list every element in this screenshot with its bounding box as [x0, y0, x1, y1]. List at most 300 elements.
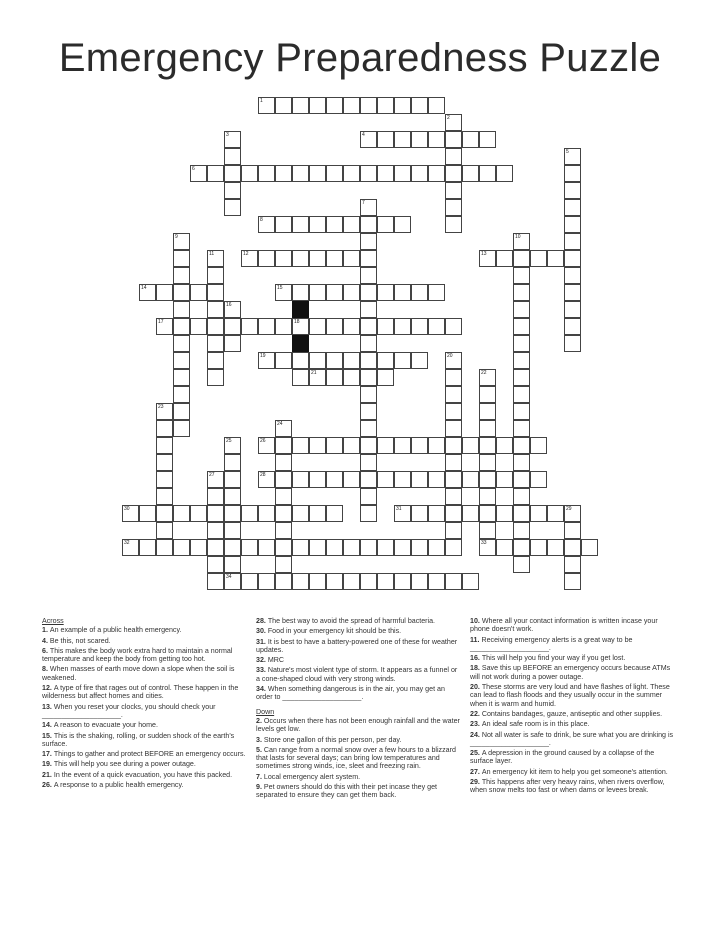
grid-cell[interactable] — [479, 420, 496, 437]
grid-cell[interactable] — [564, 284, 581, 301]
grid-cell[interactable] — [326, 250, 343, 267]
grid-cell[interactable] — [343, 284, 360, 301]
grid-cell[interactable] — [377, 97, 394, 114]
grid-cell[interactable] — [360, 386, 377, 403]
grid-cell[interactable] — [479, 403, 496, 420]
grid-cell[interactable] — [258, 573, 275, 590]
grid-cell[interactable] — [173, 386, 190, 403]
grid-cell[interactable] — [360, 199, 377, 216]
grid-cell[interactable] — [173, 335, 190, 352]
grid-cell[interactable] — [309, 471, 326, 488]
grid-cell[interactable] — [173, 301, 190, 318]
grid-cell[interactable] — [428, 539, 445, 556]
grid-cell[interactable] — [513, 556, 530, 573]
grid-cell[interactable] — [445, 318, 462, 335]
grid-cell[interactable] — [224, 301, 241, 318]
grid-cell[interactable] — [377, 284, 394, 301]
grid-cell[interactable] — [360, 454, 377, 471]
grid-cell[interactable] — [513, 250, 530, 267]
grid-cell[interactable] — [326, 97, 343, 114]
grid-cell[interactable] — [309, 318, 326, 335]
grid-cell[interactable] — [377, 369, 394, 386]
grid-cell[interactable] — [326, 505, 343, 522]
grid-cell[interactable] — [513, 539, 530, 556]
grid-cell[interactable] — [275, 556, 292, 573]
grid-cell[interactable] — [360, 250, 377, 267]
grid-cell[interactable] — [292, 318, 309, 335]
grid-cell[interactable] — [326, 284, 343, 301]
grid-cell[interactable] — [360, 216, 377, 233]
grid-cell[interactable] — [292, 284, 309, 301]
grid-cell[interactable] — [360, 335, 377, 352]
grid-cell[interactable] — [513, 522, 530, 539]
grid-cell[interactable] — [462, 505, 479, 522]
grid-cell[interactable] — [326, 369, 343, 386]
grid-cell[interactable] — [394, 165, 411, 182]
grid-cell[interactable] — [207, 301, 224, 318]
grid-cell[interactable] — [564, 505, 581, 522]
grid-cell[interactable] — [445, 505, 462, 522]
grid-cell[interactable] — [173, 369, 190, 386]
grid-cell[interactable] — [428, 505, 445, 522]
grid-cell[interactable] — [445, 573, 462, 590]
grid-cell[interactable] — [275, 165, 292, 182]
grid-cell[interactable] — [326, 165, 343, 182]
grid-cell[interactable] — [343, 539, 360, 556]
grid-cell[interactable] — [343, 573, 360, 590]
grid-cell[interactable] — [530, 505, 547, 522]
grid-cell[interactable] — [173, 233, 190, 250]
grid-cell[interactable] — [292, 437, 309, 454]
grid-cell[interactable] — [479, 386, 496, 403]
grid-cell[interactable] — [224, 437, 241, 454]
grid-cell[interactable] — [564, 556, 581, 573]
grid-cell[interactable] — [564, 522, 581, 539]
grid-cell[interactable] — [190, 318, 207, 335]
grid-cell[interactable] — [275, 539, 292, 556]
grid-cell[interactable] — [343, 250, 360, 267]
grid-cell[interactable] — [190, 505, 207, 522]
grid-cell[interactable] — [445, 114, 462, 131]
grid-cell[interactable] — [309, 216, 326, 233]
grid-cell[interactable] — [445, 352, 462, 369]
grid-cell[interactable] — [411, 352, 428, 369]
grid-cell[interactable] — [309, 250, 326, 267]
grid-cell[interactable] — [428, 573, 445, 590]
grid-cell[interactable] — [360, 488, 377, 505]
grid-cell[interactable] — [513, 318, 530, 335]
grid-cell[interactable] — [343, 216, 360, 233]
grid-cell[interactable] — [445, 403, 462, 420]
grid-cell[interactable] — [224, 182, 241, 199]
grid-cell[interactable] — [343, 471, 360, 488]
grid-cell[interactable] — [156, 437, 173, 454]
grid-cell[interactable] — [394, 437, 411, 454]
grid-cell[interactable] — [377, 216, 394, 233]
grid-cell[interactable] — [445, 216, 462, 233]
grid-cell[interactable] — [360, 420, 377, 437]
grid-cell[interactable] — [292, 97, 309, 114]
grid-cell[interactable] — [122, 505, 139, 522]
grid-cell[interactable] — [360, 573, 377, 590]
grid-cell[interactable] — [309, 165, 326, 182]
grid-cell[interactable] — [513, 386, 530, 403]
grid-cell[interactable] — [377, 131, 394, 148]
grid-cell[interactable] — [156, 318, 173, 335]
grid-cell[interactable] — [445, 131, 462, 148]
grid-cell[interactable] — [224, 131, 241, 148]
grid-cell[interactable] — [445, 471, 462, 488]
grid-cell[interactable] — [224, 199, 241, 216]
grid-cell[interactable] — [462, 573, 479, 590]
grid-cell[interactable] — [394, 471, 411, 488]
grid-cell[interactable] — [564, 301, 581, 318]
grid-cell[interactable] — [462, 437, 479, 454]
grid-cell[interactable] — [207, 556, 224, 573]
grid-cell[interactable] — [377, 437, 394, 454]
grid-cell[interactable] — [411, 539, 428, 556]
grid-cell[interactable] — [326, 352, 343, 369]
grid-cell[interactable] — [513, 284, 530, 301]
grid-cell[interactable] — [496, 471, 513, 488]
grid-cell[interactable] — [326, 573, 343, 590]
grid-cell[interactable] — [173, 403, 190, 420]
grid-cell[interactable] — [207, 284, 224, 301]
grid-cell[interactable] — [479, 488, 496, 505]
grid-cell[interactable] — [224, 318, 241, 335]
grid-cell[interactable] — [275, 437, 292, 454]
grid-cell[interactable] — [513, 437, 530, 454]
grid-cell[interactable] — [275, 352, 292, 369]
grid-cell[interactable] — [411, 505, 428, 522]
grid-cell[interactable] — [173, 250, 190, 267]
grid-cell[interactable] — [292, 573, 309, 590]
grid-cell[interactable] — [156, 284, 173, 301]
grid-cell[interactable] — [258, 97, 275, 114]
grid-cell[interactable] — [275, 505, 292, 522]
grid-cell[interactable] — [326, 471, 343, 488]
grid-cell[interactable] — [309, 352, 326, 369]
grid-cell[interactable] — [564, 199, 581, 216]
grid-cell[interactable] — [241, 505, 258, 522]
grid-cell[interactable] — [309, 539, 326, 556]
grid-cell[interactable] — [394, 216, 411, 233]
grid-cell[interactable] — [445, 488, 462, 505]
grid-cell[interactable] — [513, 420, 530, 437]
grid-cell[interactable] — [241, 250, 258, 267]
grid-cell[interactable] — [207, 318, 224, 335]
grid-cell[interactable] — [513, 352, 530, 369]
grid-cell[interactable] — [360, 471, 377, 488]
grid-cell[interactable] — [309, 573, 326, 590]
grid-cell[interactable] — [190, 284, 207, 301]
grid-cell[interactable] — [564, 182, 581, 199]
grid-cell[interactable] — [139, 539, 156, 556]
grid-cell[interactable] — [258, 437, 275, 454]
grid-cell[interactable] — [360, 539, 377, 556]
grid-cell[interactable] — [326, 318, 343, 335]
grid-cell[interactable] — [156, 522, 173, 539]
grid-cell[interactable] — [343, 318, 360, 335]
grid-cell[interactable] — [411, 97, 428, 114]
grid-cell[interactable] — [241, 539, 258, 556]
grid-cell[interactable] — [513, 403, 530, 420]
grid-cell[interactable] — [309, 97, 326, 114]
grid-cell[interactable] — [462, 131, 479, 148]
grid-cell[interactable] — [564, 267, 581, 284]
grid-cell[interactable] — [496, 437, 513, 454]
grid-cell[interactable] — [326, 437, 343, 454]
grid-cell[interactable] — [207, 250, 224, 267]
grid-cell[interactable] — [496, 539, 513, 556]
grid-cell[interactable] — [275, 250, 292, 267]
grid-cell[interactable] — [156, 488, 173, 505]
grid-cell[interactable] — [513, 471, 530, 488]
grid-cell[interactable] — [258, 471, 275, 488]
grid-cell[interactable] — [343, 97, 360, 114]
grid-cell[interactable] — [275, 488, 292, 505]
grid-cell[interactable] — [564, 539, 581, 556]
grid-cell[interactable] — [241, 165, 258, 182]
grid-cell[interactable] — [445, 148, 462, 165]
grid-cell[interactable] — [564, 216, 581, 233]
grid-cell[interactable] — [377, 471, 394, 488]
grid-cell[interactable] — [445, 454, 462, 471]
grid-cell[interactable] — [394, 318, 411, 335]
grid-cell[interactable] — [207, 369, 224, 386]
grid-cell[interactable] — [411, 471, 428, 488]
grid-cell[interactable] — [360, 233, 377, 250]
grid-cell[interactable] — [479, 471, 496, 488]
grid-cell[interactable] — [207, 488, 224, 505]
grid-cell[interactable] — [258, 216, 275, 233]
grid-cell[interactable] — [445, 199, 462, 216]
grid-cell[interactable] — [207, 505, 224, 522]
grid-cell[interactable] — [581, 539, 598, 556]
grid-cell[interactable] — [513, 267, 530, 284]
grid-cell[interactable] — [309, 505, 326, 522]
grid-cell[interactable] — [122, 539, 139, 556]
grid-cell[interactable] — [564, 148, 581, 165]
grid-cell[interactable] — [207, 471, 224, 488]
grid-cell[interactable] — [309, 437, 326, 454]
grid-cell[interactable] — [513, 505, 530, 522]
grid-cell[interactable] — [173, 539, 190, 556]
grid-cell[interactable] — [207, 539, 224, 556]
grid-cell[interactable] — [241, 318, 258, 335]
grid-cell[interactable] — [496, 505, 513, 522]
grid-cell[interactable] — [224, 556, 241, 573]
grid-cell[interactable] — [326, 539, 343, 556]
grid-cell[interactable] — [258, 352, 275, 369]
grid-cell[interactable] — [428, 131, 445, 148]
grid-cell[interactable] — [156, 403, 173, 420]
grid-cell[interactable] — [207, 522, 224, 539]
grid-cell[interactable] — [513, 335, 530, 352]
grid-cell[interactable] — [156, 505, 173, 522]
grid-cell[interactable] — [445, 420, 462, 437]
grid-cell[interactable] — [377, 318, 394, 335]
grid-cell[interactable] — [258, 505, 275, 522]
grid-cell[interactable] — [360, 131, 377, 148]
grid-cell[interactable] — [479, 369, 496, 386]
grid-cell[interactable] — [547, 250, 564, 267]
grid-cell[interactable] — [190, 165, 207, 182]
grid-cell[interactable] — [530, 437, 547, 454]
grid-cell[interactable] — [275, 573, 292, 590]
grid-cell[interactable] — [564, 335, 581, 352]
grid-cell[interactable] — [411, 165, 428, 182]
grid-cell[interactable] — [496, 165, 513, 182]
grid-cell[interactable] — [394, 573, 411, 590]
grid-cell[interactable] — [445, 165, 462, 182]
grid-cell[interactable] — [428, 284, 445, 301]
grid-cell[interactable] — [564, 165, 581, 182]
grid-cell[interactable] — [360, 301, 377, 318]
grid-cell[interactable] — [275, 318, 292, 335]
grid-cell[interactable] — [275, 216, 292, 233]
grid-cell[interactable] — [479, 505, 496, 522]
grid-cell[interactable] — [377, 165, 394, 182]
grid-cell[interactable] — [547, 539, 564, 556]
grid-cell[interactable] — [428, 97, 445, 114]
grid-cell[interactable] — [479, 165, 496, 182]
grid-cell[interactable] — [292, 216, 309, 233]
grid-cell[interactable] — [258, 250, 275, 267]
grid-cell[interactable] — [292, 250, 309, 267]
grid-cell[interactable] — [394, 284, 411, 301]
grid-cell[interactable] — [445, 437, 462, 454]
grid-cell[interactable] — [207, 352, 224, 369]
grid-cell[interactable] — [411, 573, 428, 590]
grid-cell[interactable] — [275, 420, 292, 437]
grid-cell[interactable] — [479, 522, 496, 539]
grid-cell[interactable] — [258, 165, 275, 182]
grid-cell[interactable] — [275, 284, 292, 301]
grid-cell[interactable] — [428, 318, 445, 335]
grid-cell[interactable] — [547, 505, 564, 522]
grid-cell[interactable] — [462, 471, 479, 488]
grid-cell[interactable] — [564, 573, 581, 590]
grid-cell[interactable] — [360, 284, 377, 301]
grid-cell[interactable] — [343, 352, 360, 369]
grid-cell[interactable] — [394, 97, 411, 114]
grid-cell[interactable] — [224, 454, 241, 471]
grid-cell[interactable] — [292, 539, 309, 556]
grid-cell[interactable] — [360, 97, 377, 114]
grid-cell[interactable] — [309, 284, 326, 301]
grid-cell[interactable] — [377, 573, 394, 590]
grid-cell[interactable] — [292, 352, 309, 369]
grid-cell[interactable] — [343, 437, 360, 454]
grid-cell[interactable] — [292, 165, 309, 182]
grid-cell[interactable] — [173, 267, 190, 284]
grid-cell[interactable] — [428, 471, 445, 488]
grid-cell[interactable] — [190, 539, 207, 556]
grid-cell[interactable] — [241, 573, 258, 590]
grid-cell[interactable] — [207, 267, 224, 284]
grid-cell[interactable] — [479, 539, 496, 556]
grid-cell[interactable] — [360, 352, 377, 369]
grid-cell[interactable] — [292, 369, 309, 386]
grid-cell[interactable] — [411, 318, 428, 335]
grid-cell[interactable] — [292, 471, 309, 488]
grid-cell[interactable] — [513, 488, 530, 505]
grid-cell[interactable] — [207, 165, 224, 182]
grid-cell[interactable] — [513, 369, 530, 386]
grid-cell[interactable] — [139, 505, 156, 522]
grid-cell[interactable] — [428, 437, 445, 454]
grid-cell[interactable] — [445, 369, 462, 386]
grid-cell[interactable] — [275, 97, 292, 114]
grid-cell[interactable] — [411, 284, 428, 301]
grid-cell[interactable] — [445, 386, 462, 403]
grid-cell[interactable] — [224, 488, 241, 505]
grid-cell[interactable] — [343, 165, 360, 182]
grid-cell[interactable] — [139, 284, 156, 301]
grid-cell[interactable] — [224, 335, 241, 352]
grid-cell[interactable] — [224, 471, 241, 488]
grid-cell[interactable] — [496, 250, 513, 267]
grid-cell[interactable] — [428, 165, 445, 182]
grid-cell[interactable] — [173, 318, 190, 335]
grid-cell[interactable] — [224, 573, 241, 590]
grid-cell[interactable] — [445, 522, 462, 539]
grid-cell[interactable] — [258, 318, 275, 335]
grid-cell[interactable] — [394, 539, 411, 556]
grid-cell[interactable] — [479, 250, 496, 267]
grid-cell[interactable] — [156, 539, 173, 556]
grid-cell[interactable] — [360, 505, 377, 522]
grid-cell[interactable] — [360, 403, 377, 420]
grid-cell[interactable] — [309, 369, 326, 386]
grid-cell[interactable] — [275, 471, 292, 488]
grid-cell[interactable] — [360, 165, 377, 182]
grid-cell[interactable] — [377, 539, 394, 556]
grid-cell[interactable] — [224, 165, 241, 182]
grid-cell[interactable] — [326, 216, 343, 233]
grid-cell[interactable] — [479, 454, 496, 471]
grid-cell[interactable] — [394, 352, 411, 369]
grid-cell[interactable] — [377, 352, 394, 369]
grid-cell[interactable] — [173, 505, 190, 522]
grid-cell[interactable] — [564, 250, 581, 267]
grid-cell[interactable] — [360, 369, 377, 386]
grid-cell[interactable] — [343, 369, 360, 386]
grid-cell[interactable] — [360, 437, 377, 454]
grid-cell[interactable] — [258, 539, 275, 556]
grid-cell[interactable] — [394, 131, 411, 148]
grid-cell[interactable] — [394, 505, 411, 522]
grid-cell[interactable] — [530, 471, 547, 488]
grid-cell[interactable] — [275, 454, 292, 471]
grid-cell[interactable] — [530, 250, 547, 267]
grid-cell[interactable] — [445, 182, 462, 199]
grid-cell[interactable] — [156, 454, 173, 471]
grid-cell[interactable] — [513, 454, 530, 471]
grid-cell[interactable] — [564, 233, 581, 250]
grid-cell[interactable] — [530, 539, 547, 556]
grid-cell[interactable] — [173, 284, 190, 301]
grid-cell[interactable] — [411, 437, 428, 454]
grid-cell[interactable] — [224, 522, 241, 539]
grid-cell[interactable] — [275, 522, 292, 539]
grid-cell[interactable] — [411, 131, 428, 148]
grid-cell[interactable] — [462, 165, 479, 182]
grid-cell[interactable] — [156, 471, 173, 488]
grid-cell[interactable] — [173, 352, 190, 369]
grid-cell[interactable] — [224, 539, 241, 556]
